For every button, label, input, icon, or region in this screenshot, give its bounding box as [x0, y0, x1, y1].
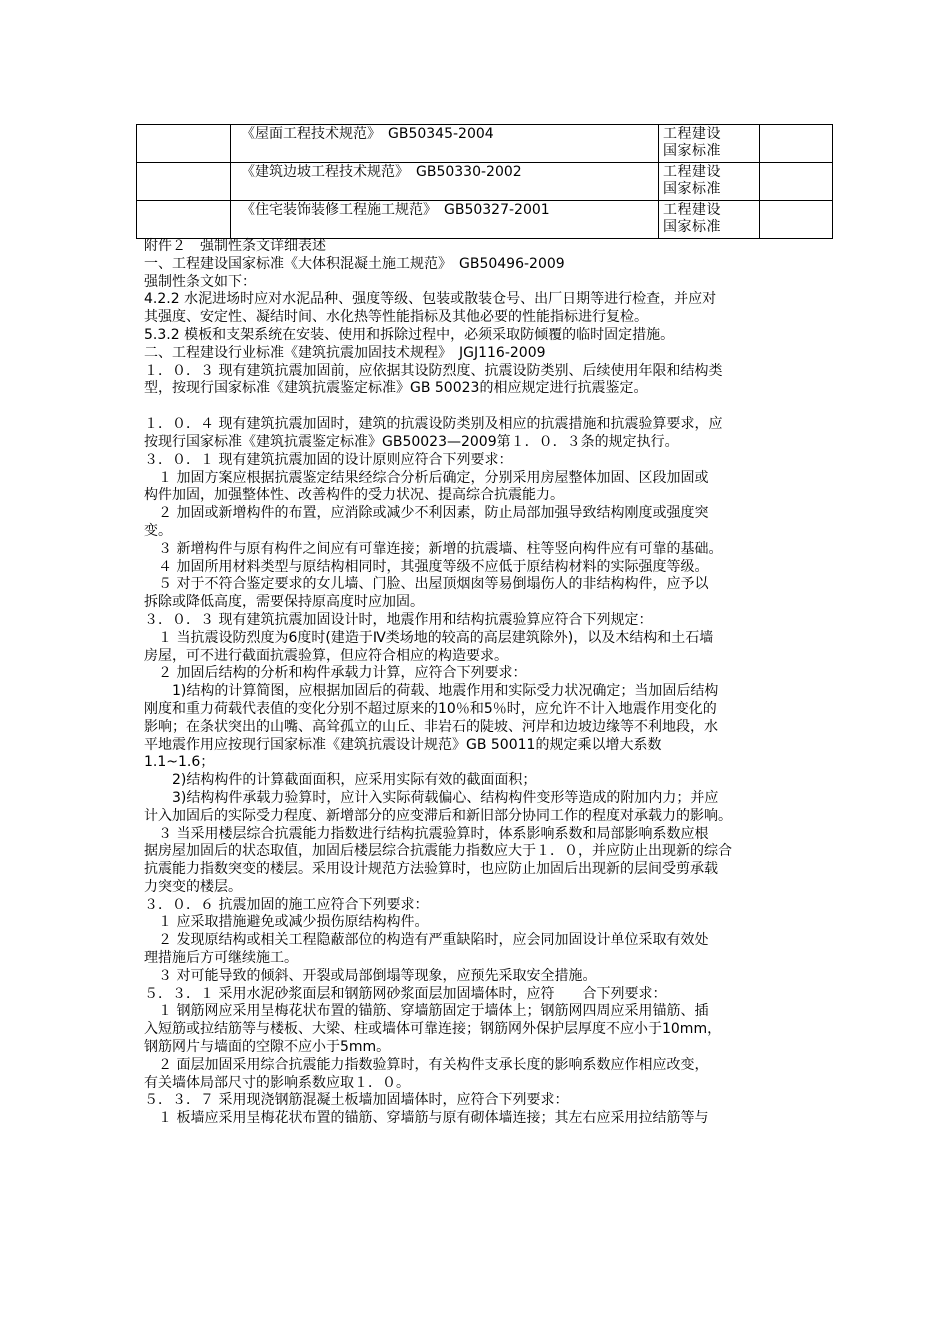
text-line: ３．０．３ 现有建筑抗震加固设计时，地震作用和结构抗震验算应符合下列规定：: [144, 611, 653, 628]
empty-cell: [760, 163, 833, 201]
text-line: ３ 当采用楼层综合抗震能力指数进行结构抗震验算时，体系影响系数和局部影响系数应根: [144, 825, 709, 842]
text-line: ３．０．６ 抗震加固的施工应符合下列要求：: [144, 896, 429, 913]
text-line: 变。: [144, 522, 172, 539]
standard-type-line: 国家标准: [663, 180, 721, 197]
blank-line: [144, 398, 806, 416]
standard-type-line: 国家标准: [663, 218, 721, 235]
text-line: ４ 加固所用材料类型与原结构相同时，其强度等级不应低于原结构材料的实际强度等级。: [144, 558, 709, 575]
text-line: 1.1~1.6；: [144, 754, 215, 771]
empty-cell: [760, 125, 833, 163]
text-line: 二、工程建设行业标准《建筑抗震加固技术规程》 JGJ116-2009: [144, 344, 546, 361]
text-line: 拆除或降低高度，需要保持原高度时应加固。: [144, 594, 424, 611]
text-line: １．０．４ 现有建筑抗震加固时，建筑的抗震设防类别及相应的抗震措施和抗震验算要求，应: [144, 416, 723, 433]
text-line: 型，按现行国家标准《建筑抗震鉴定标准》GB 50023的相应规定进行抗震鉴定。: [144, 380, 648, 397]
text-line: １ 当抗震设防烈度为6度时(建造于Ⅳ类场地的较高的高层建筑除外)，以及木结构和土石墙: [144, 629, 714, 646]
standard-type-line: 工程建设: [663, 126, 721, 142]
text-line: １ 应采取措施避免或减少损伤原结构构件。: [144, 914, 429, 931]
text-line: 理措施后方可继续施工。: [144, 950, 298, 967]
text-line: 入短筋或拉结筋等与楼板、大梁、柱或墙体可靠连接；钢筋网外保护层厚度不应小于10mm，: [144, 1021, 722, 1038]
text-line: 平地震作用应按现行国家标准《建筑抗震设计规范》GB 50011的规定乘以增大系数: [144, 736, 662, 753]
text-line: 其强度、安定性、凝结时间、水化热等性能指标及其他必要的性能指标进行复检。: [144, 309, 648, 326]
table-row: [137, 163, 833, 201]
text-line: ３．０．１ 现有建筑抗震加固的设计原则应符合下列要求：: [144, 451, 513, 468]
text-line: ２ 加固后结构的分析和构件承载力计算，应符合下列要求：: [144, 665, 527, 682]
text-line: 1)结构的计算简图，应根据加固后的荷载、地震作用和实际受力状况确定；当加固后结构: [144, 683, 719, 700]
standard-name-cell: 《建筑边坡工程技术规范》 GB50330-2002: [231, 163, 659, 201]
empty-cell: [760, 201, 833, 239]
text-line: １ 板墙应采用呈梅花状布置的锚筋、穿墙筋与原有砌体墙连接；其左右应采用拉结筋等与: [144, 1110, 709, 1127]
text-line: 有关墙体局部尺寸的影响系数应取１．０。: [144, 1074, 410, 1091]
standard-type-line: 国家标准: [663, 142, 721, 159]
text-line: 3)结构构件承载力验算时，应计入实际荷载偏心、结构构件变形等造成的附加内力；并应: [144, 789, 719, 806]
text-line: 抗震能力指数突变的楼层。采用设计规范方法验算时，也应防止加固后出现新的层间受剪承载: [144, 861, 718, 878]
text-line: 计入加固后的实际受力程度、新增部分的应变滞后和新旧部分协同工作的程度对承载力的影响。: [144, 807, 732, 824]
text-line: ３ 新增构件与原有构件之间应有可靠连接；新增的抗震墙、柱等竖向构件应有可靠的基础。: [144, 540, 723, 557]
standard-name-cell: 《屋面工程技术规范》 GB50345-2004: [231, 125, 659, 163]
text-line: 4.2.2 水泥进场时应对水泥品种、强度等级、包装或散装仓号、出厂日期等进行检查，并应对: [144, 291, 717, 308]
text-line: ２ 发现原结构或相关工程隐蔽部位的构造有严重缺陷时，应会同加固设计单位采取有效处: [144, 932, 709, 949]
text-line: 钢筋网片与墙面的空隙不应小于5mm。: [144, 1039, 391, 1056]
text-line: ５ 对于不符合鉴定要求的女儿墙、门脸、出屋顶烟囱等易倒塌伤人的非结构构件，应予以: [144, 576, 709, 593]
empty-cell: [137, 125, 231, 163]
text-line: ２ 面层加固采用综合抗震能力指数验算时，有关构件支承长度的影响系数应作相应改变，: [144, 1056, 709, 1073]
text-line: ３ 对可能导致的倾斜、开裂或局部倒塌等现象，应预先采取安全措施。: [144, 967, 597, 984]
document-body: [144, 238, 806, 1128]
text-line: １ 钢筋网应采用呈梅花状布置的锚筋、穿墙筋固定于墙体上；钢筋网四周应采用锚筋、插: [144, 1003, 709, 1020]
standard-type-cell: [659, 201, 760, 239]
standard-type-cell: [659, 163, 760, 201]
empty-cell: [137, 201, 231, 239]
empty-cell: [137, 163, 231, 201]
standards-table: [136, 124, 833, 239]
text-line: 2)结构构件的计算截面面积，应采用实际有效的截面面积；: [144, 772, 537, 789]
text-line: ２ 加固或新增构件的布置，应消除或减少不利因素，防止局部加强导致结构刚度或强度突: [144, 505, 709, 522]
text-line: ５．３．７ 采用现浇钢筋混凝土板墙加固墙体时，应符合下列要求：: [144, 1092, 569, 1109]
text-line: １．０．３ 现有建筑抗震加固前，应依据其设防烈度、抗震设防类别、后续使用年限和结构类: [144, 362, 723, 379]
standard-type-line: 工程建设: [663, 164, 721, 180]
text-line: １ 加固方案应根据抗震鉴定结果经综合分析后确定，分别采用房屋整体加固、区段加固或: [144, 469, 709, 486]
text-line: 附件２ 强制性条文详细表述: [144, 238, 326, 254]
table-row: [137, 201, 833, 239]
standard-type-line: 工程建设: [663, 202, 721, 218]
table-row: [137, 125, 833, 163]
text-line: 力突变的楼层。: [144, 878, 242, 895]
text-line: 影响；在条状突出的山嘴、高耸孤立的山丘、非岩石的陡坡、河岸和边坡边缘等不利地段，水: [144, 718, 718, 735]
text-line: 一、工程建设国家标准《大体积混凝土施工规范》 GB50496-2009: [144, 255, 565, 272]
standard-type-cell: [659, 125, 760, 163]
text-line: 按现行国家标准《建筑抗震鉴定标准》GB50023—2009第１．０．３条的规定执行。: [144, 433, 679, 450]
text-line: ５．３．１ 采用水泥砂浆面层和钢筋网砂浆面层加固墙体时，应符 合下列要求：: [144, 985, 667, 1002]
text-line: 刚度和重力荷载代表值的变化分别不超过原来的10％和5％时，应允许不计入地震作用变化的: [144, 700, 717, 717]
text-line: 5.3.2 模板和支架系统在安装、使用和拆除过程中，必须采取防倾覆的临时固定措施。: [144, 326, 675, 343]
text-line: 构件加固，加强整体性、改善构件的受力状况、提高综合抗震能力。: [144, 487, 564, 504]
text-line: 房屋，可不进行截面抗震验算，但应符合相应的构造要求。: [144, 647, 508, 664]
text-line: 据房屋加固后的状态取值，加固后楼层综合抗震能力指数应大于１．０，并应防止出现新的综合: [144, 843, 732, 860]
text-line: 强制性条文如下：: [144, 273, 256, 290]
standard-name-cell: 《住宅装饰装修工程施工规范》 GB50327-2001: [231, 201, 659, 239]
